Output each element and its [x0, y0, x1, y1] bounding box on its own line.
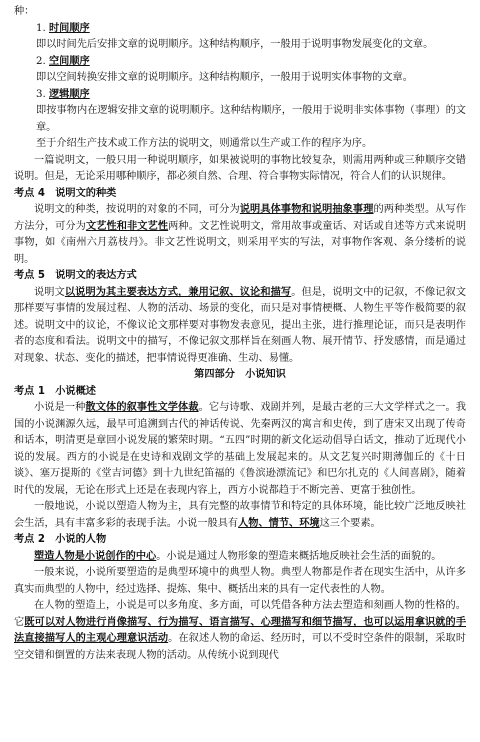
text-run: 小说是一种 [34, 402, 86, 413]
item-title: 时间顺序 [48, 22, 90, 34]
text-run: 这三个要素。 [319, 517, 381, 529]
section-heading-n1: 考点 1 小说概述 [14, 385, 96, 397]
paragraph-n2 [14, 549, 466, 566]
emphasis: 散文体的叙事性文学体裁 [85, 402, 199, 413]
text-run: 说明文 [34, 286, 65, 298]
paragraph-n1 [14, 400, 466, 499]
text-run: 。它与诗歌、戏剧并列，是最古老的三大文学样式之一。我国的小说渊源久远，最早可追溯到古代的神话传说、先秦两汉的寓言和史传，到了唐宋又出现了传奇和话本，明清更是章回小说发展的繁荣时期。“五四”时期的新文化运动倡导白话文，推动了近现代小说的发展。西方的小说是在史诗和戏剧文学的基础上发展起来的。从文艺复兴时期薄伽丘的《十日谈》、塞万提斯的《堂吉诃德》到十九世纪笛福的《鲁滨逊漂流记》和巴尔扎克的《人间喜剧》，随着时代的发展，无论在形式上还是在表现内容上，西方小说都趋于不断完善、更富于独创性。 [14, 402, 467, 496]
emphasis: 既可以对人物进行肖像描写、行为描写、语言描写、心理描写和细节描写，也可以运用拿识就的手法直接描写人的主观心理意识活动 [14, 616, 467, 644]
text-run: 。在叙述人物的命运、经历时，可以不受时空条件的限制，采取时空交错和倒置的方法来表现人物的活动。从传统小说到现代 [14, 633, 467, 661]
text-run: 在人物的塑造上，小说是可以多角度、多方面，可以凭借各种方法去塑造和刻画人物的性格的。它 [14, 600, 466, 628]
intro-fragment: 种： [14, 6, 35, 17]
text-run: 。小说是通过人物形象的塑造来概括地反映社会生活的面貌的。 [156, 550, 442, 562]
emphasis: 人物、情节、环境 [238, 517, 320, 529]
paragraph-combo: 一篇说明文，一般只用一种说明顺序，如果被说明的事物比较复杂，则需用两种或三种顺序交错说明。但是，无论采用哪种顺序，都必须自然、合理、符合事物实际情况，符合人们的认识规律。 [14, 154, 466, 182]
emphasis: 以说明为其主要表达方式，兼用记叙、议论和描写 [64, 286, 292, 298]
section-heading-n2: 考点 2 小说的人物 [14, 534, 107, 545]
emphasis: 塑造人物是小说创作的中心 [34, 550, 157, 562]
emphasis: 说明具体事物和说明抽象事理 [239, 204, 374, 215]
section-heading-k5: 考点 5 说明文的表达方式 [14, 270, 137, 281]
item-title: 空间顺序 [48, 55, 90, 67]
order-item-space [14, 54, 466, 71]
order-item-logic [14, 87, 466, 104]
order-desc-space: 即以空间转换安排文章的说明顺序。这种结构顺序，一般用于说明实体事物的文章。 [36, 72, 413, 83]
emphasis: 文艺性和非文艺性 [85, 220, 169, 232]
item-number: 3. [36, 88, 49, 100]
order-desc-time: 即以时间先后安排文章的说明顺序。这种结构顺序，一般用于说明事物发展变化的文章。 [36, 39, 434, 50]
text-run: 的两种类型。从写作方法分，可分为 [14, 204, 467, 232]
item-number: 2. [36, 55, 49, 67]
paragraph-n2-methods [14, 598, 466, 664]
item-title: 逻辑顺序 [48, 88, 90, 100]
paragraph-k5 [14, 285, 466, 368]
paragraph-k4 [14, 202, 466, 268]
item-number: 1. [36, 22, 49, 34]
text-run: 。但是，说明文中的记叙，不像记叙文那样要写事情的发展过程、人物的活动、场景的变化，而只是对事情梗概、人物生平等作极简要的叙述。说明文中的议论，不像议论文那样要对事物发表意见，提出主张，进行推理论证，而只是表明作者的态度和看法。说明文中的描写，不像记叙文那样旨在刻画人物、展开情节、抒发感情，而是通过对现象、状态、变化的描述，把事情说得更准确、生动、易懂。 [14, 286, 467, 364]
text-run: 一般地说，小说以塑造人物为主，具有完整的故事情节和特定的具体环境，能比较广泛地反映社会生活，具有丰富多彩的表现手法。小说一般具有 [14, 501, 466, 529]
paragraph-tech: 至于介绍生产技术或工作方法的说明文，则通常以生产或工作的程序为序。 [36, 138, 373, 149]
order-item-time [14, 21, 466, 38]
paragraph-n2-typical: 一般来说，小说所要塑造的是典型环境中的典型人物。典型人物都是作者在现实生活中，从许多真实而典型的人物中，经过选择、提炼、集中、概括出来的具有一定代表性的人物。 [14, 567, 466, 595]
section-heading-k4: 考点 4 说明文的种类 [14, 187, 117, 199]
text-run: 说明文的种类，按说明的对象的不同，可分为 [34, 204, 240, 215]
paragraph-n1-elements [14, 499, 466, 532]
part-title: 第四部分 小说知识 [194, 369, 286, 380]
order-desc-logic: 即按事物内在逻辑安排文章的说明顺序。这种结构顺序，一般用于说明非实体事物（事理）的文章。 [36, 105, 466, 133]
text-run: 两种。文艺性说明文，常用故事或童话、对话或自述等方式来说明事物，如《南州六月荔枝丹》。非文艺性说明文，则采用平实的写法，对事物作客观、条分缕析的说明。 [14, 220, 467, 265]
